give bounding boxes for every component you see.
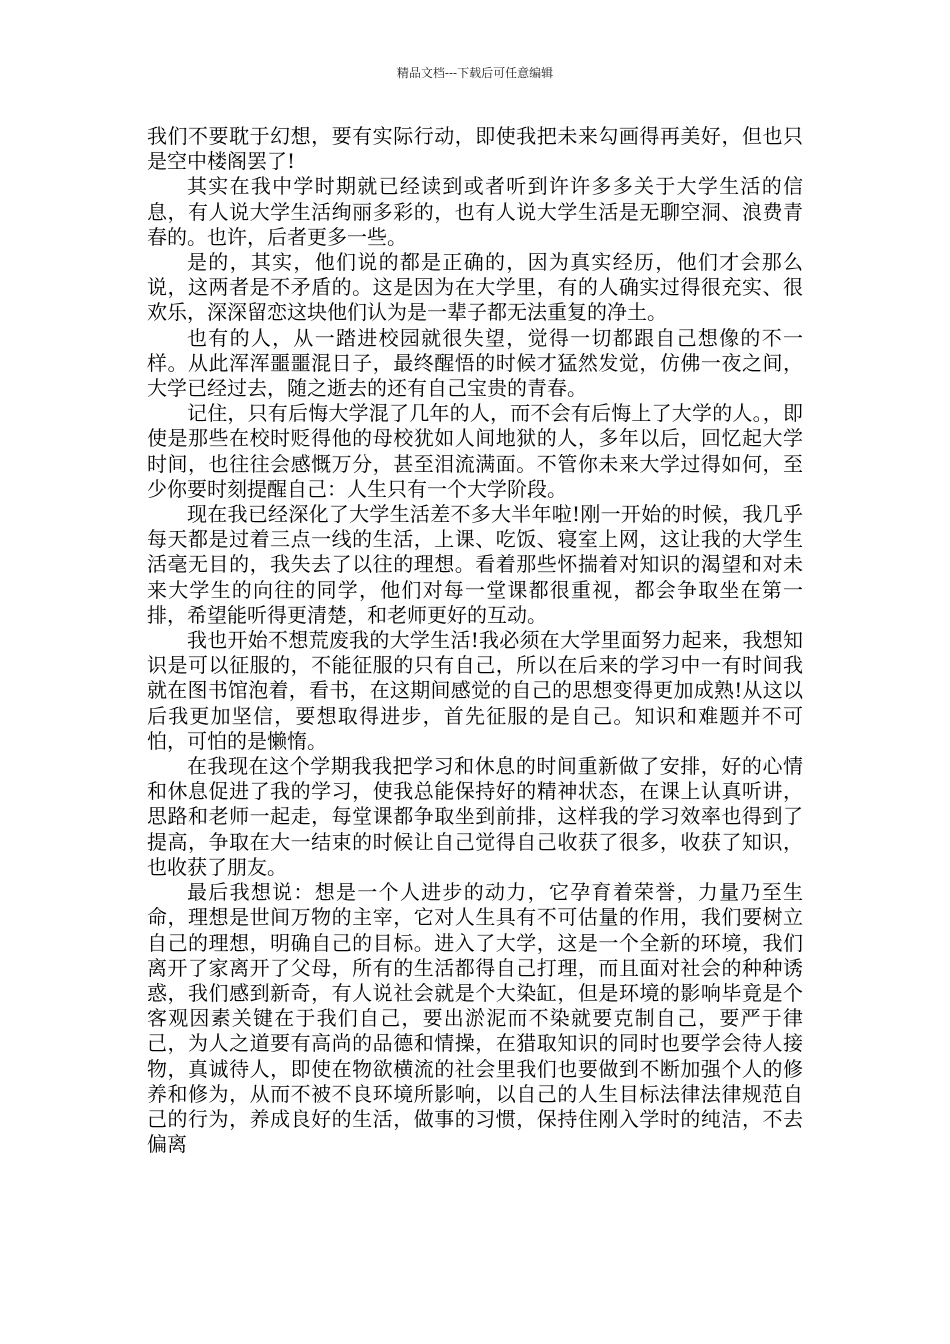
paragraph-5: 记住，只有后悔大学混了几年的人，而不会有后悔上了大学的人。，即使是那些在校时贬得他的母校犹如人间地狱的人，多年以后，回忆起大学时间，也往往会感慨万分，甚至泪流满面。不管你未来大学过得如何，至少你要时刻提醒自己：人生只有一个大学阶段。	[147, 401, 803, 501]
paragraph-7: 我也开始不想荒废我的大学生活!我必须在大学里面努力起来，我想知识是可以征服的，不能征服的只有自己，所以在后来的学习中一有时间我就在图书馆泡着，看书，在这期间感觉的自己的思想变得更加成熟!从这以后我更加坚信，要想取得进步，首先征服的是自己。知识和难题并不可怕，可怕的是懒惰。	[147, 628, 803, 753]
paragraph-2: 其实在我中学时期就已经读到或者听到许许多多关于大学生活的信息，有人说大学生活绚丽多彩的，也有人说大学生活是无聊空洞、浪费青春的。也许，后者更多一些。	[147, 174, 803, 249]
paragraph-6: 现在我已经深化了大学生活差不多大半年啦!刚一开始的时候，我几乎每天都是过着三点一线的生活，上课、吃饭、寝室上网，这让我的大学生活毫无目的，我失去了以往的理想。看着那些怀揣着对知识的渴望和对未来大学生的向往的同学，他们对每一堂课都很重视，都会争取坐在第一排，希望能听得更清楚，和老师更好的互动。	[147, 502, 803, 627]
document-body	[147, 124, 803, 1157]
paragraph-9: 最后我想说：想是一个人进步的动力，它孕育着荣誉，力量乃至生命，理想是世间万物的主宰，它对人生具有不可估量的作用，我们要树立自己的理想，明确自己的目标。进入了大学，这是一个全新的环境，我们离开了家离开了父母，所有的生活都得自己打理，而且面对社会的种种诱惑，我们感到新奇，有人说社会就是个大染缸，但是环境的影响毕竟是个客观因素关键在于我们自己，要出淤泥而不染就要克制自己，要严于律己，为人之道要有高尚的品德和情操，在猎取知识的同时也要学会待人接物，真诚待人，即使在物欲横流的社会里我们也要做到不断加强个人的修养和修为，从而不被不良环境所影响，以自己的人生目标法律法律规范自己的行为，养成良好的生活，做事的习惯，保持住刚入学时的纯洁，不去偏离	[147, 880, 803, 1157]
page-header: 精品文档---下载后可任意编辑	[396, 66, 554, 80]
paragraph-8: 在我现在这个学期我我把学习和休息的时间重新做了安排，好的心情和休息促进了我的学习，使我总能保持好的精神状态，在课上认真听讲，思路和老师一起走，每堂课都争取坐到前排，这样我的学习效率也得到了提高，争取在大一结束的时候让自己觉得自己收获了很多，收获了知识，也收获了朋友。	[147, 754, 803, 879]
paragraph-3: 是的，其实，他们说的都是正确的，因为真实经历，他们才会那么说，这两者是不矛盾的。这是因为在大学里，有的人确实过得很充实、很欢乐，深深留恋这块他们认为是一辈子都无法重复的净土。	[147, 250, 803, 325]
paragraph-1: 我们不要耽于幻想，要有实际行动，即使我把未来勾画得再美好，但也只是空中楼阁罢了!	[147, 124, 803, 174]
paragraph-4: 也有的人，从一踏进校园就很失望，觉得一切都跟自己想像的不一样。从此浑浑噩噩混日子，最终醒悟的时候才猛然发觉，仿佛一夜之间，大学已经过去，随之逝去的还有自己宝贵的青春。	[147, 325, 803, 401]
